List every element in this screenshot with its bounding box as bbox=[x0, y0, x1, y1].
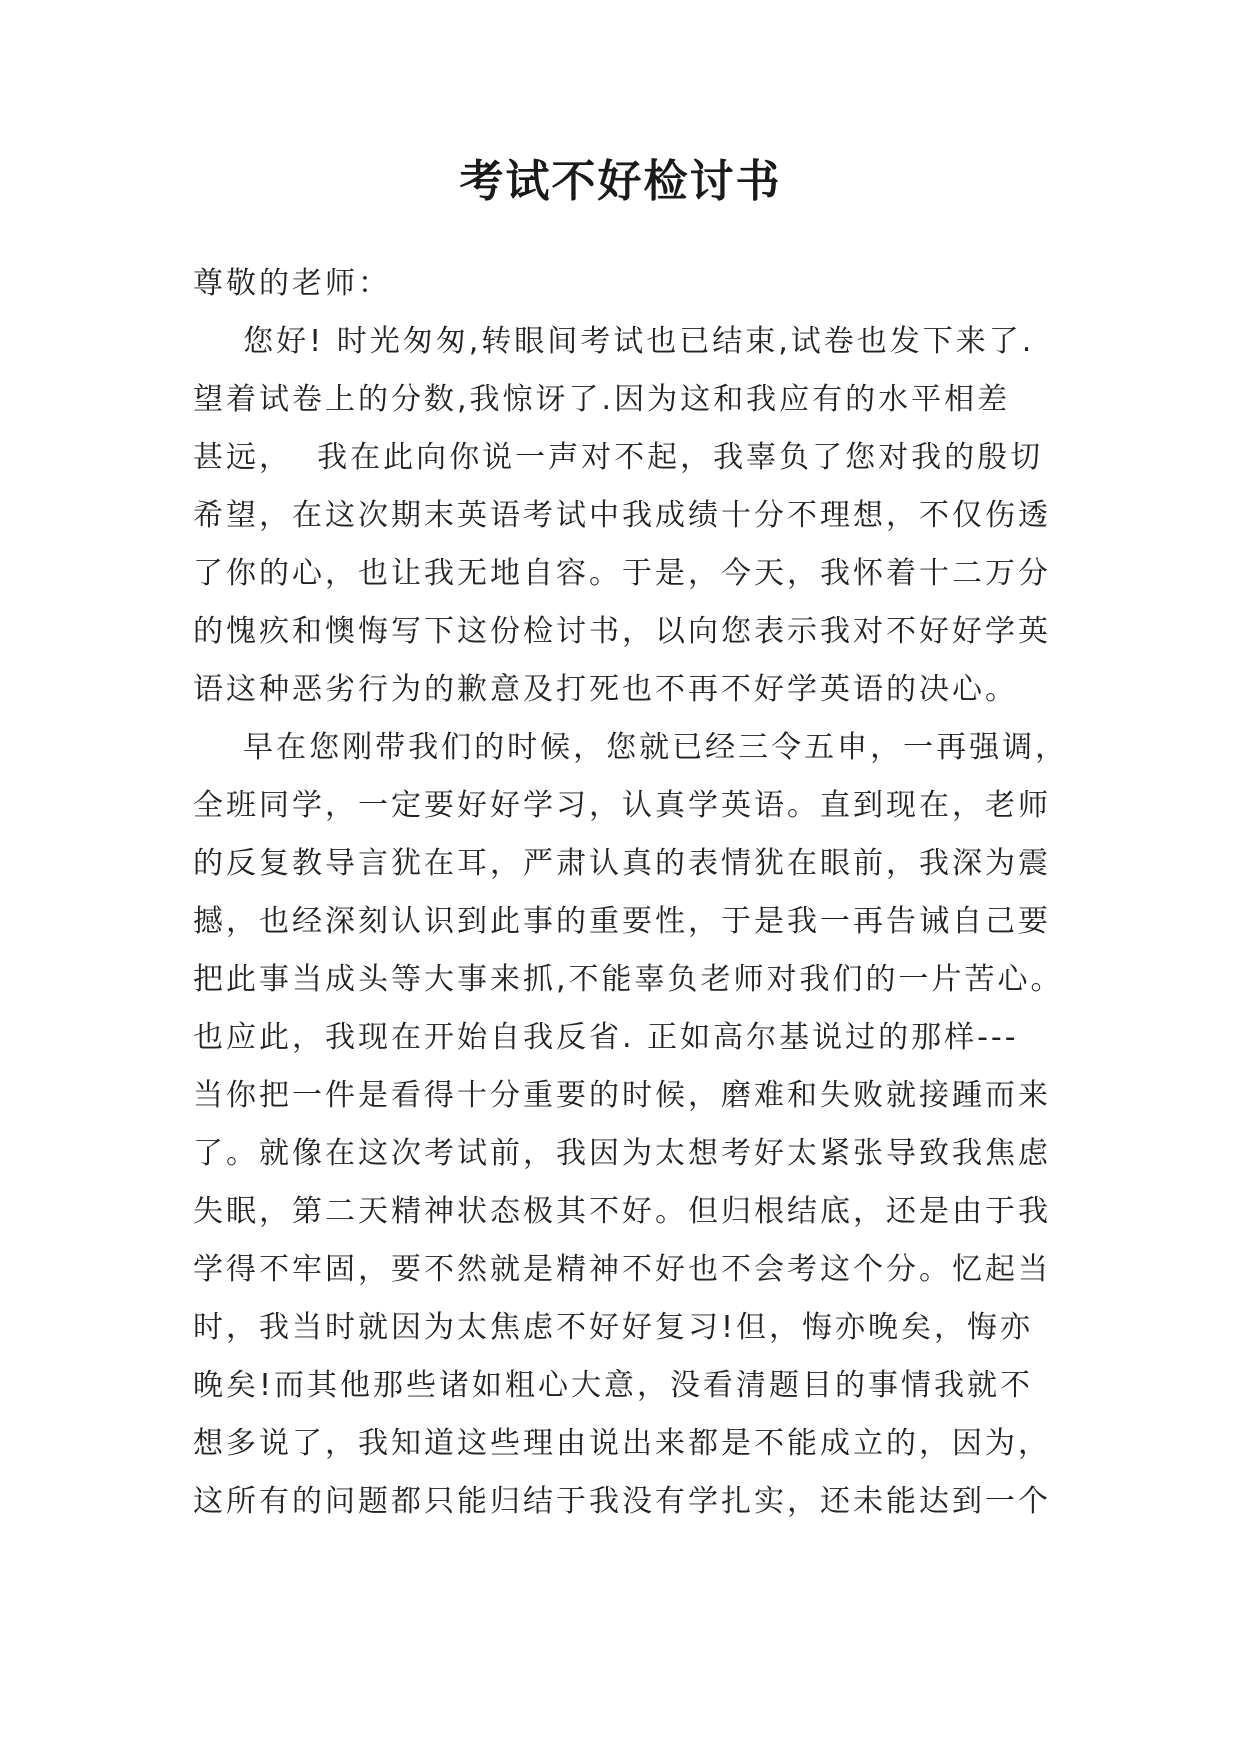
text-line: 全班同学，一定要好好学习，认真学英语。直到现在，老师 bbox=[193, 788, 1051, 823]
text-line: 希望，在这次期末英语考试中我成绩十分不理想，不仅伤透 bbox=[193, 498, 1051, 533]
text-line: 望着试卷上的分数,我惊讶了.因为这和我应有的水平相差 bbox=[193, 382, 1011, 417]
text-line: 早在您刚带我们的时候，您就已经三令五申，一再强调， bbox=[193, 730, 1069, 765]
document-body bbox=[193, 255, 1073, 1531]
salutation-line: 尊敬的老师： bbox=[193, 266, 391, 301]
text-line: 时，我当时就因为太焦虑不好好复习!但，悔亦晚矣，悔亦 bbox=[193, 1310, 1034, 1345]
text-line: 的愧疚和懊悔写下这份检讨书，以向您表示我对不好好学英 bbox=[193, 614, 1051, 649]
text-line: 想多说了，我知道这些理由说出来都是不能成立的，因为， bbox=[193, 1426, 1051, 1461]
text-line: 的反复教导言犹在耳，严肃认真的表情犹在眼前，我深为震 bbox=[193, 846, 1051, 881]
text-line: 语这种恶劣行为的歉意及打死也不再不好学英语的决心。 bbox=[193, 672, 1018, 707]
text-line: 晚矣!而其他那些诸如粗心大意，没看清题目的事情我就不 bbox=[193, 1368, 1034, 1403]
text-line: 把此事当成头等大事来抓,不能辜负老师对我们的一片苦心。 bbox=[193, 962, 1064, 997]
document-title: 考试不好检讨书 bbox=[459, 156, 782, 207]
text-line: 撼，也经深刻认识到此事的重要性，于是我一再告诫自己要 bbox=[193, 904, 1051, 939]
text-line: 您好! 时光匆匆,转眼间考试也已结束,试卷也发下来了. bbox=[193, 324, 1035, 359]
text-line: 甚远， 我在此向你说一声对不起，我辜负了您对我的殷切 bbox=[193, 440, 1044, 475]
text-line: 这所有的问题都只能归结于我没有学扎实，还未能达到一个 bbox=[193, 1484, 1051, 1519]
text-line: 当你把一件是看得十分重要的时候，磨难和失败就接踵而来 bbox=[193, 1078, 1051, 1113]
text-line: 了。就像在这次考试前，我因为太想考好太紧张导致我焦虑 bbox=[193, 1136, 1051, 1171]
text-line: 了你的心，也让我无地自容。于是，今天，我怀着十二万分 bbox=[193, 556, 1051, 591]
text-line: 失眠，第二天精神状态极其不好。但归根结底，还是由于我 bbox=[193, 1194, 1051, 1229]
text-line: 学得不牢固，要不然就是精神不好也不会考这个分。忆起当 bbox=[193, 1252, 1051, 1287]
text-line: 也应此，我现在开始自我反省. 正如高尔基说过的那样--- bbox=[193, 1020, 1019, 1055]
